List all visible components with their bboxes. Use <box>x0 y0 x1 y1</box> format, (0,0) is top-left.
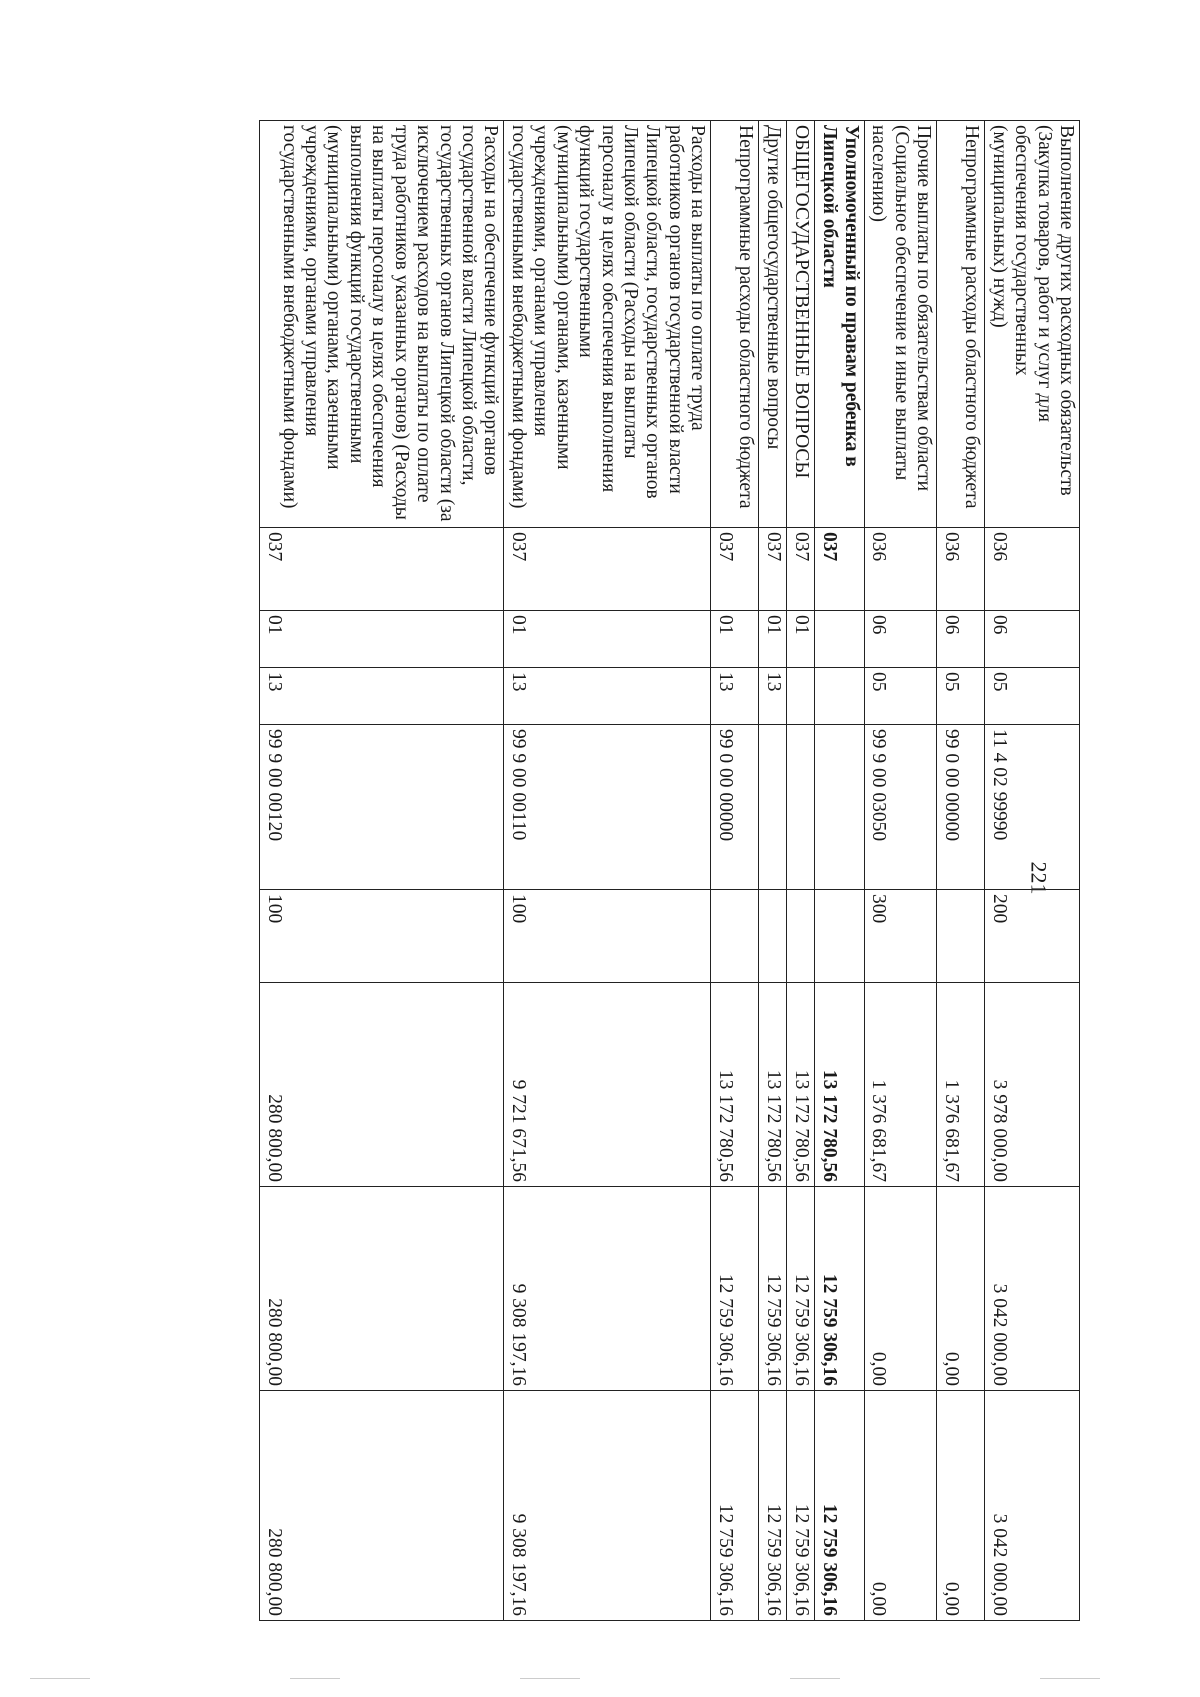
ved-cell: 037 <box>260 528 504 611</box>
table-row <box>711 121 759 1621</box>
podrazdel-cell: 13 <box>759 668 787 725</box>
sum-1-cell: 13 172 780,56 <box>815 983 865 1187</box>
sum-1-cell: 13 172 780,56 <box>759 983 787 1187</box>
sum-2-cell: 12 759 306,16 <box>711 1187 759 1391</box>
table-row <box>937 121 985 1621</box>
sum-1-cell: 1 376 681,67 <box>865 983 937 1187</box>
csr-cell <box>787 725 815 890</box>
razdel-cell: 01 <box>260 611 504 668</box>
razdel-cell: 01 <box>787 611 815 668</box>
table-row <box>504 121 711 1621</box>
ved-cell: 037 <box>815 528 865 611</box>
sum-1-cell: 13 172 780,56 <box>711 983 759 1187</box>
razdel-cell <box>815 611 865 668</box>
ved-cell: 036 <box>937 528 985 611</box>
sum-1-cell: 1 376 681,67 <box>937 983 985 1187</box>
ved-cell: 036 <box>865 528 937 611</box>
name-cell: Уполномоченный по правам ребенка в Липецкой области <box>815 121 865 528</box>
vr-cell <box>711 890 759 983</box>
sum-3-cell: 280 800,00 <box>260 1391 504 1621</box>
csr-cell: 99 9 00 00110 <box>504 725 711 890</box>
podrazdel-cell: 05 <box>985 668 1080 725</box>
table-row <box>787 121 815 1621</box>
sum-2-cell: 9 308 197,16 <box>504 1187 711 1391</box>
ved-cell: 037 <box>787 528 815 611</box>
csr-cell: 99 9 00 03050 <box>865 725 937 890</box>
table-row <box>260 121 504 1621</box>
name-cell: Другие общегосударственные вопросы <box>759 121 787 528</box>
ved-cell: 037 <box>759 528 787 611</box>
table-row <box>759 121 787 1621</box>
podrazdel-cell: 05 <box>865 668 937 725</box>
podrazdel-cell: 13 <box>504 668 711 725</box>
table-row <box>815 121 865 1621</box>
sum-2-cell: 3 042 000,00 <box>985 1187 1080 1391</box>
razdel-cell: 06 <box>985 611 1080 668</box>
podrazdel-cell: 05 <box>937 668 985 725</box>
razdel-cell: 01 <box>711 611 759 668</box>
sum-2-cell: 0,00 <box>865 1187 937 1391</box>
ved-cell: 037 <box>504 528 711 611</box>
name-cell: Прочие выплаты по обязательствам области (Социальное обеспечение и иные выплаты населению) <box>865 121 937 528</box>
name-cell: Расходы на обеспечение функций органов государственной власти Липецкой области, государственных органов Липецкой области (за исключением расходов на выплаты по оплате труда работников указанных органов) (Расходы на выплаты персоналу в целях обеспечения выполнения функций государственными (муниципальными) органами, казенными учреждениями, органами управления государственными внебюджетными фондами) <box>260 121 504 528</box>
vr-cell: 200 <box>985 890 1080 983</box>
razdel-cell: 01 <box>504 611 711 668</box>
vr-cell: 300 <box>865 890 937 983</box>
razdel-cell: 06 <box>865 611 937 668</box>
table-row <box>865 121 937 1621</box>
podrazdel-cell: 13 <box>260 668 504 725</box>
sum-3-cell: 3 042 000,00 <box>985 1391 1080 1621</box>
ved-cell: 037 <box>711 528 759 611</box>
csr-cell <box>759 725 787 890</box>
razdel-cell: 01 <box>759 611 787 668</box>
budget-table-rotated <box>140 120 1080 1620</box>
name-cell: Расходы на выплаты по оплате труда работников органов государственной власти Липецкой области, государственных органов Липецкой области (Расходы на выплаты персоналу в целях обеспечения выполнения функций государственными (муниципальными) органами, казенными учреждениями, органами управления государственными внебюджетными фондами) <box>504 121 711 528</box>
csr-cell: 99 0 00 00000 <box>711 725 759 890</box>
sum-1-cell: 9 721 671,56 <box>504 983 711 1187</box>
budget-table <box>259 120 1080 1621</box>
csr-cell: 99 9 00 00120 <box>260 725 504 890</box>
vr-cell <box>759 890 787 983</box>
table-row <box>985 121 1080 1621</box>
podrazdel-cell: 13 <box>711 668 759 725</box>
csr-cell <box>815 725 865 890</box>
podrazdel-cell <box>787 668 815 725</box>
sum-2-cell: 12 759 306,16 <box>759 1187 787 1391</box>
sum-3-cell: 12 759 306,16 <box>759 1391 787 1621</box>
sum-3-cell: 9 308 197,16 <box>504 1391 711 1621</box>
sum-3-cell: 0,00 <box>865 1391 937 1621</box>
sum-3-cell: 12 759 306,16 <box>711 1391 759 1621</box>
sum-2-cell: 12 759 306,16 <box>787 1187 815 1391</box>
sum-1-cell: 13 172 780,56 <box>787 983 815 1187</box>
podrazdel-cell <box>815 668 865 725</box>
sum-2-cell: 0,00 <box>937 1187 985 1391</box>
name-cell: Непрограммные расходы областного бюджета <box>711 121 759 528</box>
vr-cell <box>815 890 865 983</box>
sum-3-cell: 0,00 <box>937 1391 985 1621</box>
vr-cell <box>937 890 985 983</box>
name-cell: Непрограммные расходы областного бюджета <box>937 121 985 528</box>
csr-cell: 99 0 00 00000 <box>937 725 985 890</box>
sum-3-cell: 12 759 306,16 <box>815 1391 865 1621</box>
ved-cell: 036 <box>985 528 1080 611</box>
sum-2-cell: 12 759 306,16 <box>815 1187 865 1391</box>
vr-cell <box>787 890 815 983</box>
csr-cell: 11 4 02 99990 <box>985 725 1080 890</box>
name-cell: ОБЩЕГОСУДАРСТВЕННЫЕ ВОПРОСЫ <box>787 121 815 528</box>
sum-1-cell: 280 800,00 <box>260 983 504 1187</box>
sum-3-cell: 12 759 306,16 <box>787 1391 815 1621</box>
sum-1-cell: 3 978 000,00 <box>985 983 1080 1187</box>
vr-cell: 100 <box>260 890 504 983</box>
sum-2-cell: 280 800,00 <box>260 1187 504 1391</box>
razdel-cell: 06 <box>937 611 985 668</box>
name-cell: Выполнение других расходных обязательств (Закупка товаров, работ и услуг для обеспечения государственных (муниципальных) нужд) <box>985 121 1080 528</box>
vr-cell: 100 <box>504 890 711 983</box>
page-number: 221 <box>1026 861 1052 895</box>
